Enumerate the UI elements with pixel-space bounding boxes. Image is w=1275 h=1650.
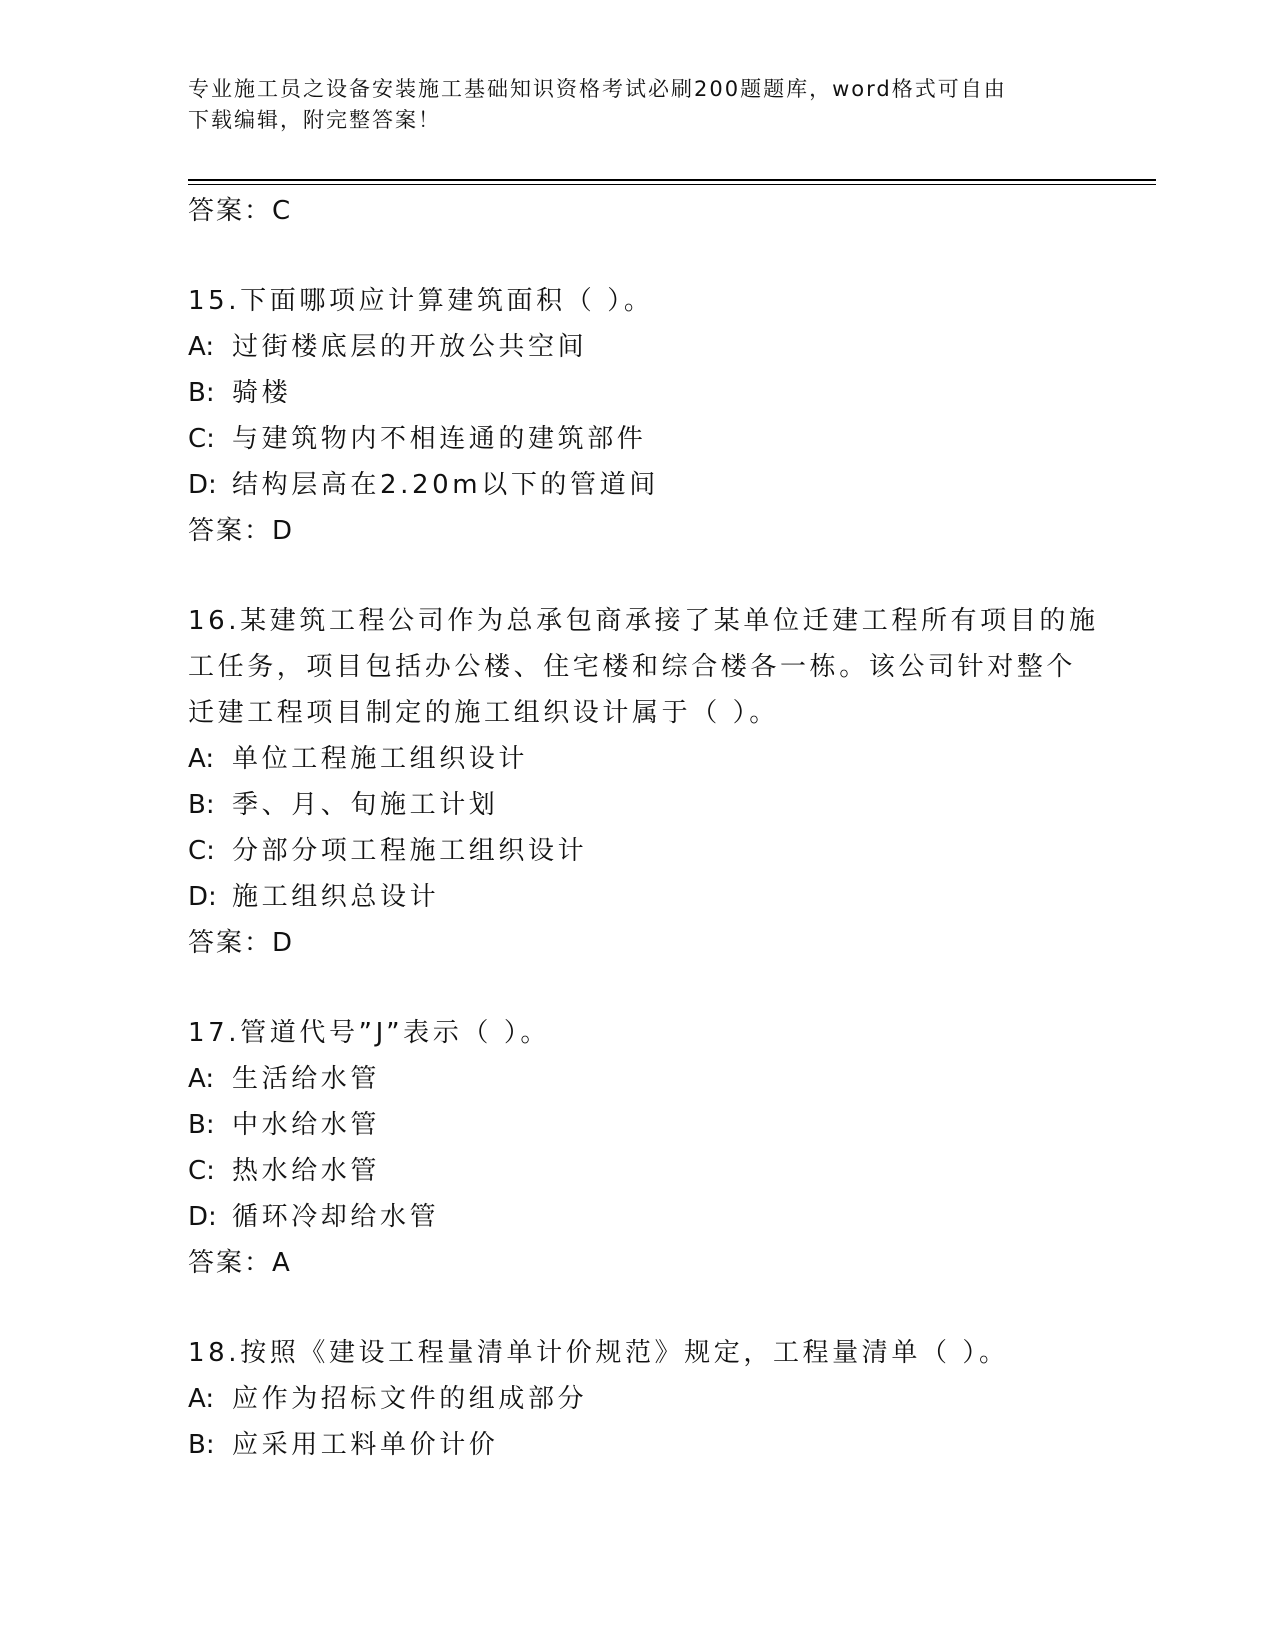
option-text: 季、月、旬施工计划 <box>232 790 499 820</box>
question-stem: 迁建工程项目制定的施工组织设计属于（ ）。 <box>188 698 779 728</box>
option-c <box>188 416 1088 462</box>
option-b <box>188 1102 1088 1148</box>
option-text: 生活给水管 <box>232 1064 381 1094</box>
question-block <box>188 598 1099 966</box>
option-letter: A: <box>188 1384 215 1414</box>
option-a <box>188 324 1088 370</box>
option-text: 中水给水管 <box>232 1110 381 1140</box>
option-d <box>188 874 1088 920</box>
option-b <box>188 782 1088 828</box>
question-list <box>188 188 1099 1468</box>
header-rule-thick <box>188 179 1156 181</box>
option-text: 骑楼 <box>232 378 292 408</box>
document-header <box>188 74 1068 136</box>
spacer <box>188 554 1088 598</box>
spacer <box>188 966 1088 1010</box>
option-text: 过街楼底层的开放公共空间 <box>232 332 588 362</box>
option-text: 应采用工料单价计价 <box>232 1430 499 1460</box>
option-letter: C: <box>188 836 215 866</box>
option-letter: B: <box>188 1110 215 1140</box>
spacer <box>188 234 1088 278</box>
question-stem: 17.管道代号”J”表示（ ）。 <box>188 1018 551 1048</box>
question-stem: 工任务，项目包括办公楼、住宅楼和综合楼各一栋。该公司针对整个 <box>188 652 1077 682</box>
option-d <box>188 462 1088 508</box>
option-letter: D: <box>188 470 217 500</box>
question-block <box>188 1330 1088 1468</box>
option-a <box>188 736 1088 782</box>
option-letter: C: <box>188 1156 215 1186</box>
header-rule-thin <box>188 184 1156 185</box>
option-letter: B: <box>188 790 215 820</box>
option-text: 热水给水管 <box>232 1156 381 1186</box>
option-text: 循环冷却给水管 <box>232 1202 440 1232</box>
option-text: 应作为招标文件的组成部分 <box>232 1384 588 1414</box>
previous-answer: 答案：C <box>188 196 293 226</box>
answer-line: 答案：A <box>188 1248 292 1278</box>
option-text: 施工组织总设计 <box>232 882 440 912</box>
header-line-1: 专业施工员之设备安装施工基础知识资格考试必刷200题题库，word格式可自由 <box>188 77 1007 101</box>
option-text: 单位工程施工组织设计 <box>232 744 529 774</box>
option-text: 结构层高在2.20m以下的管道间 <box>232 470 659 500</box>
option-c <box>188 828 1088 874</box>
option-letter: D: <box>188 882 217 912</box>
option-a <box>188 1056 1088 1102</box>
option-letter: B: <box>188 378 215 408</box>
question-stem: 18.按照《建设工程量清单计价规范》规定，工程量清单（ ）。 <box>188 1338 1009 1368</box>
header-line-2: 下载编辑，附完整答案！ <box>188 108 441 132</box>
question-stem: 16.某建筑工程公司作为总承包商承接了某单位迁建工程所有项目的施 <box>188 606 1099 636</box>
option-letter: B: <box>188 1430 215 1460</box>
option-b <box>188 370 1088 416</box>
spacer <box>188 1286 1088 1330</box>
option-a <box>188 1376 1088 1422</box>
question-block <box>188 1010 1088 1286</box>
option-letter: D: <box>188 1202 217 1232</box>
option-b <box>188 1422 1088 1468</box>
option-text: 分部分项工程施工组织设计 <box>232 836 588 866</box>
option-text: 与建筑物内不相连通的建筑部件 <box>232 424 647 454</box>
option-c <box>188 1148 1088 1194</box>
option-d <box>188 1194 1088 1240</box>
option-letter: A: <box>188 1064 215 1094</box>
question-stem: 15.下面哪项应计算建筑面积（ ）。 <box>188 286 654 316</box>
answer-line: 答案：D <box>188 928 295 958</box>
question-block <box>188 278 1088 554</box>
option-letter: A: <box>188 744 215 774</box>
answer-line: 答案：D <box>188 516 295 546</box>
option-letter: A: <box>188 332 215 362</box>
option-letter: C: <box>188 424 215 454</box>
